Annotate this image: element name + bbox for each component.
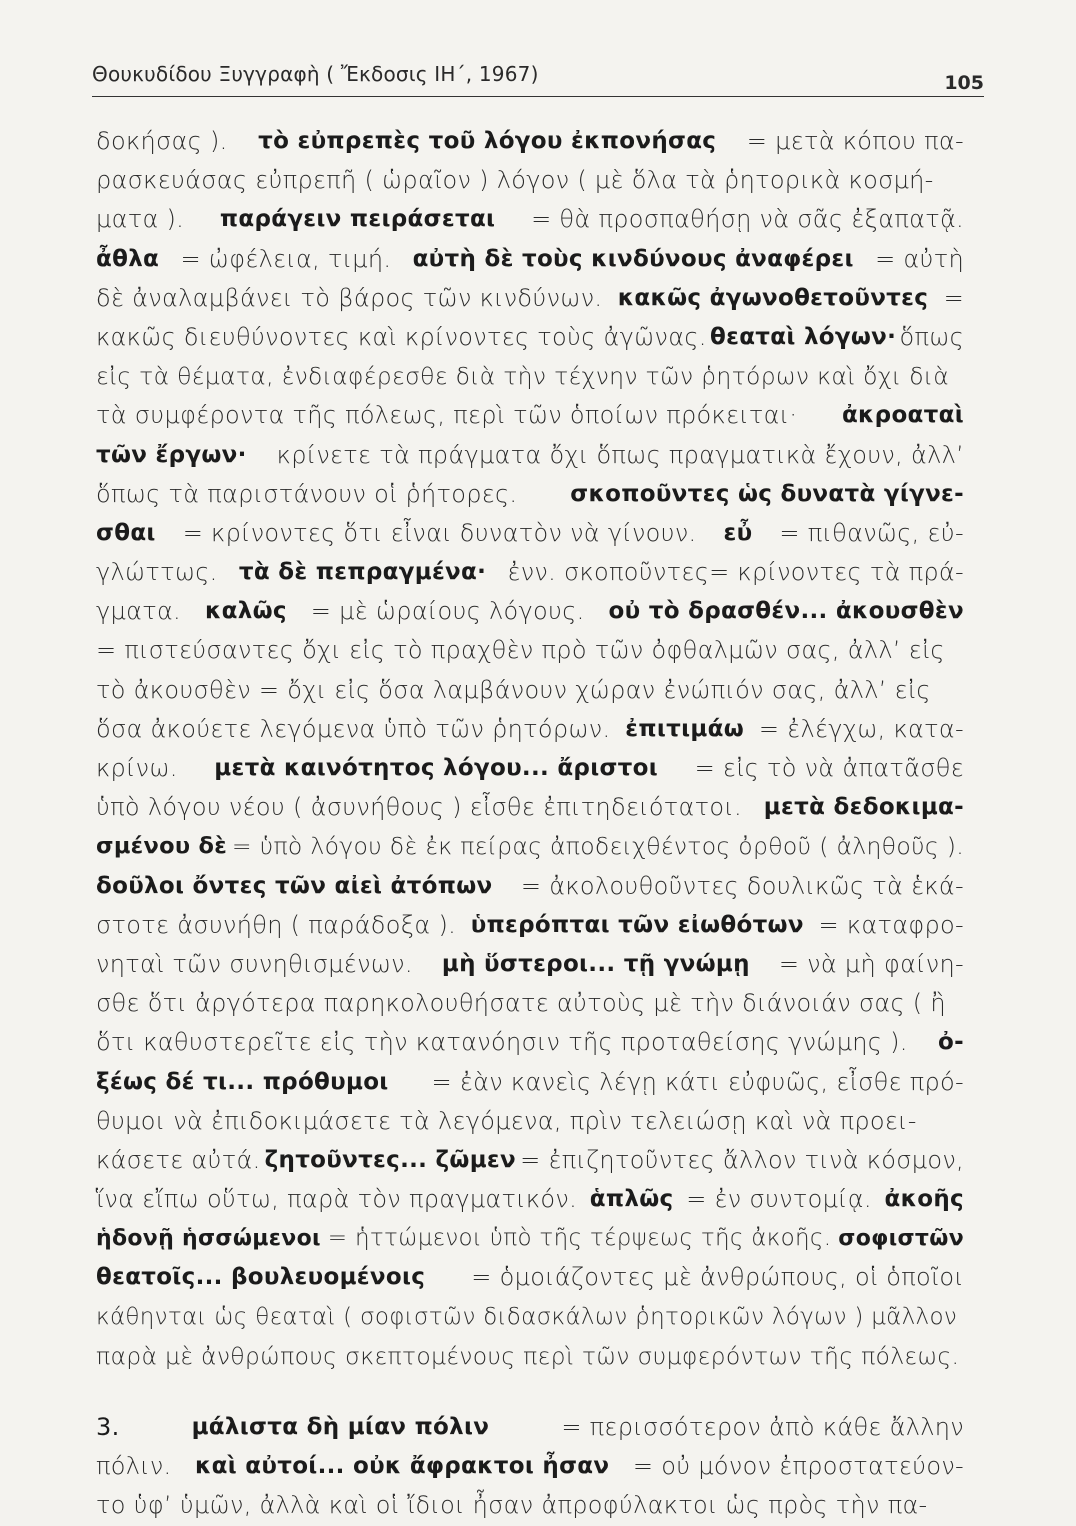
gloss-text: ὑπὸ λόγου νέου ( ἀσυνήθους ) εἶσθε ἐπιτηδειότατοι. xyxy=(96,793,742,822)
text-line xyxy=(96,1219,964,1258)
gloss-text: το ὑφ’ ὑμῶν, ἀλλὰ καὶ οἱ ἴδιοι ἦσαν ἀπροφύλακτοι ὡς πρὸς τὴν πα- xyxy=(96,1491,928,1520)
gloss-text: πόλιν. xyxy=(96,1452,172,1481)
lemma: μετὰ καινότητος λόγου... ἄριστοι xyxy=(214,755,659,781)
commentary-text xyxy=(96,122,964,1526)
gloss-text: = ἀκολουθοῦντες δουλικῶς τὰ ἑκά- xyxy=(520,871,964,900)
text-line xyxy=(96,122,964,161)
gloss-text: = εἰς τὸ νὰ ἀπατᾶσθε xyxy=(694,754,964,782)
gloss-text: κακῶς διευθύνοντες καὶ κρίνοντες τοὺς ἀγῶνας. xyxy=(96,322,707,351)
gloss-text: ὅπως τὰ παριστάνουν οἱ ῥήτορες. xyxy=(96,479,518,508)
lemma: καλῶς xyxy=(204,598,287,625)
gloss-text: ὅπως xyxy=(899,322,964,351)
text-line xyxy=(96,1337,964,1376)
gloss-text: = ἐν συντομίᾳ. xyxy=(686,1185,872,1214)
text-line xyxy=(96,1408,964,1447)
text-line xyxy=(96,1063,964,1102)
lemma: σοφιστῶν xyxy=(838,1226,964,1252)
gloss-text: = ὠφέλεια, τιμή. xyxy=(180,244,392,273)
text-line xyxy=(96,867,964,906)
gloss-text: = θὰ προσπαθήσῃ νὰ σᾶς ἐξαπατᾷ. xyxy=(531,205,964,234)
text-line xyxy=(96,749,964,788)
gloss-text: = μὲ ὡραίους λόγους. xyxy=(310,597,585,626)
lemma: παράγειν πειράσεται xyxy=(219,206,496,233)
lemma: καὶ αὐτοί... οὐκ ἄφρακτοι ἦσαν xyxy=(194,1453,610,1480)
lemma: κακῶς ἀγωνοθετοῦντες xyxy=(617,284,929,311)
lemma: ἀκοῆς xyxy=(884,1186,964,1213)
lemma: ἀκροαταὶ xyxy=(841,402,964,429)
text-line xyxy=(96,1298,964,1337)
gloss-text: = νὰ μὴ φαίνη- xyxy=(778,949,964,978)
lemma: σθαι xyxy=(96,519,156,546)
text-line xyxy=(96,1023,964,1062)
gloss-text: γματα. xyxy=(96,597,181,626)
gloss-text: ὅσα ἀκούετε λεγόμενα ὑπὸ τῶν ῥητόρων. xyxy=(96,714,611,743)
gloss-text: = ἐλέγχω, κατα- xyxy=(758,714,964,743)
lemma: μάλιστα δὴ μίαν πόλιν xyxy=(191,1414,490,1440)
gloss-text: = ἐπιζητοῦντες ἄλλον τινὰ κόσμον, xyxy=(520,1145,964,1174)
text-line xyxy=(96,318,964,357)
gloss-text: δὲ ἀναλαμβάνει τὸ βάρος τῶν κινδύνων. xyxy=(96,283,603,312)
gloss-text: ματα ). xyxy=(96,205,185,234)
text-line xyxy=(96,161,964,200)
gloss-text: = ἡττώμενοι ὑπὸ τῆς τέρψεως τῆς ἀκοῆς. xyxy=(327,1225,832,1252)
lemma: εὖ xyxy=(723,519,753,546)
gloss-text: ἐνν. σκοποῦντες= κρίνοντες τὰ πρά- xyxy=(507,558,964,587)
lemma: αὐτὴ δὲ τοὺς κινδύνους ἀναφέρει xyxy=(412,245,854,272)
gloss-text: = μετὰ κόπου πα- xyxy=(746,127,964,155)
gloss-text: κάθηνται ὡς θεαταὶ ( σοφιστῶν διδασκάλων ῥητορικῶν λόγων ) μᾶλλον xyxy=(96,1303,957,1330)
gloss-text: = ἐὰν κανεὶς λέγῃ κάτι εὐφυῶς, εἶσθε πρό- xyxy=(431,1067,964,1096)
text-line xyxy=(96,906,964,945)
lemma: οὐ τὸ δρασθέν... ἀκουσθὲν xyxy=(608,598,964,625)
commentary-paragraph xyxy=(96,122,964,1376)
gloss-text: ὅτι καθυστερεῖτε εἰς τὴν κατανόησιν τῆς προταθείσης γνώμης ). xyxy=(96,1028,908,1057)
gloss-text: = καταφρο- xyxy=(818,910,964,939)
gloss-text: εἰς τὰ θέματα, ἐνδιαφέρεσθε διὰ τὴν τέχνην τῶν ῥητόρων καὶ ὄχι διὰ xyxy=(96,362,950,391)
gloss-text: ρασκευάσας εὐπρεπῆ ( ὡραῖον ) λόγον ( μὲ ὅλα τὰ ῥητορικὰ κοσμή- xyxy=(96,166,934,195)
text-line xyxy=(96,631,964,670)
gloss-text: παρὰ μὲ ἀνθρώπους σκεπτομένους περὶ τῶν συμφερόντων τῆς πόλεως. xyxy=(96,1341,960,1370)
gloss-text: = οὐ μόνον ἐπροστατεύον- xyxy=(632,1452,964,1481)
text-line xyxy=(96,396,964,435)
text-line xyxy=(96,1102,964,1141)
text-line xyxy=(96,279,964,318)
gloss-text: νηταὶ τῶν συνηθισμένων. xyxy=(96,949,413,978)
lemma: τῶν ἔργων· xyxy=(96,441,247,468)
gloss-text: κρίνω. xyxy=(96,754,178,782)
gloss-text: κρίνετε τὰ πράγματα ὄχι ὅπως πραγματικὰ ἔχουν, ἀλλ’ xyxy=(276,440,964,469)
gloss-text: τὸ ἀκουσθὲν = ὄχι εἰς ὅσα λαμβάνουν χώραν ἐνώπιόν σας, ἀλλ’ εἰς xyxy=(96,675,931,704)
lemma: ἐπιτιμάω xyxy=(625,715,744,742)
text-line xyxy=(96,514,964,553)
running-title: Θουκυδίδου Ξυγγραφὴ ( Ἔκδοσις ΙΗ΄, 1967) xyxy=(92,62,539,86)
gloss-text: = περισσότερον ἀπὸ κάθε ἄλλην xyxy=(561,1413,964,1441)
text-line xyxy=(96,200,964,239)
text-line xyxy=(96,592,964,631)
text-line xyxy=(96,1447,964,1486)
page-number: 105 xyxy=(944,72,984,94)
lemma: ξέως δέ τι... πρόθυμοι xyxy=(96,1068,389,1095)
text-line xyxy=(96,357,964,396)
lemma: ἁπλῶς xyxy=(589,1186,674,1213)
lemma: μετὰ δεδοκιμα- xyxy=(763,794,964,821)
text-line xyxy=(96,1258,964,1297)
lemma: ὀ- xyxy=(938,1029,964,1056)
gloss-text: στοτε ἀσυνήθη ( παράδοξα ). xyxy=(96,910,457,939)
section-3-paragraph xyxy=(96,1408,964,1526)
gloss-text: τὰ συμφέροντα τῆς πόλεως, περὶ τῶν ὁποίων πρόκειται· xyxy=(96,401,798,430)
text-line xyxy=(96,1486,964,1525)
text-line xyxy=(96,945,964,984)
lemma: τὰ δὲ πεπραγμένα· xyxy=(238,559,487,586)
gloss-text: = πιστεύσαντες ὄχι εἰς τὸ πραχθὲν πρὸ τῶν ὀφθαλμῶν σας, ἀλλ’ εἰς xyxy=(96,636,945,665)
gloss-text: ἵνα εἴπω οὕτω, παρὰ τὸν πραγματικόν. xyxy=(96,1185,578,1214)
gloss-text: θυμοι νὰ ἐπιδοκιμάσετε τὰ λεγόμενα, πρὶν τελειώσῃ καὶ νὰ προει- xyxy=(96,1106,917,1135)
gloss-text: σθε ὅτι ἀργότερα παρηκολουθήσατε αὐτοὺς μὲ τὴν διάνοιάν σας ( ἢ xyxy=(96,989,946,1018)
gloss-text: = κρίνοντες ὅτι εἶναι δυνατὸν νὰ γίνουν. xyxy=(182,518,697,547)
lemma: ἆθλα xyxy=(96,245,160,272)
running-header xyxy=(92,52,984,97)
lemma: σμένου δὲ xyxy=(96,833,228,860)
text-line xyxy=(96,827,964,866)
text-line xyxy=(96,671,964,710)
gloss-text: = ὑπὸ λόγου δὲ ἐκ πείρας ἀποδειχθέντος ὀρθοῦ ( ἀληθοῦς ). xyxy=(231,832,964,861)
lemma: δοῦλοι ὄντες τῶν αἰεὶ ἀτόπων xyxy=(96,872,493,899)
gloss-text: = πιθανῶς, εὐ- xyxy=(779,518,964,547)
text-line xyxy=(96,1141,964,1180)
text-line xyxy=(96,984,964,1023)
text-line xyxy=(96,710,964,749)
gloss-text: = αὐτὴ xyxy=(875,244,964,273)
lemma: ζητοῦντες... ζῶμεν xyxy=(264,1146,516,1173)
paragraph-gap xyxy=(96,1376,964,1408)
lemma: τὸ εὐπρεπὲς τοῦ λόγου ἐκπονήσας xyxy=(258,128,717,154)
lemma: μὴ ὕστεροι... τῇ γνώμῃ xyxy=(441,950,750,977)
gloss-text: = ὁμοιάζοντες μὲ ἀνθρώπους, οἱ ὁποῖοι xyxy=(471,1263,964,1292)
section-number: 3. xyxy=(96,1413,120,1441)
lemma: σκοποῦντες ὡς δυνατὰ γίγνε- xyxy=(570,480,964,507)
gloss-text: = xyxy=(943,283,964,312)
gloss-text: κάσετε αὐτά. xyxy=(96,1145,261,1174)
gloss-text: γλώττως. xyxy=(96,558,218,587)
gloss-text: δοκήσας ). xyxy=(96,127,228,155)
lemma: ἡδονῇ ἡσσώμενοι xyxy=(96,1226,321,1252)
text-line xyxy=(96,1180,964,1219)
text-line xyxy=(96,436,964,475)
text-line xyxy=(96,553,964,592)
text-line xyxy=(96,475,964,514)
text-line xyxy=(96,240,964,279)
text-line xyxy=(96,788,964,827)
lemma: θεαταὶ λόγων· xyxy=(710,323,897,350)
lemma: θεατοῖς... βουλευομένοις xyxy=(96,1264,426,1291)
lemma: ὑπερόπται τῶν εἰωθότων xyxy=(470,911,804,938)
